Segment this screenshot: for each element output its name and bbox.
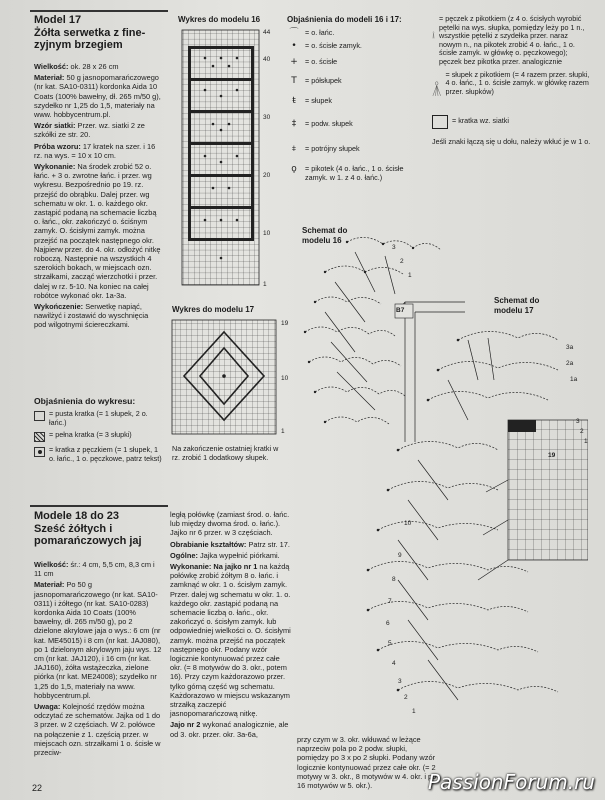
round-label: 10	[404, 520, 412, 527]
wykres17-note: Na zakończenie ostatniej kratki w rz. zrobić 1 dodatkowy słupek.	[172, 444, 279, 463]
wykres17-grid	[170, 318, 280, 438]
half-double-icon: T	[291, 75, 297, 86]
cluster-picot-icon	[432, 15, 435, 55]
legend-item	[287, 145, 427, 154]
legend-item	[287, 29, 427, 38]
round-label: 3a	[566, 344, 574, 351]
wykres16-grid	[178, 28, 278, 290]
round-label: 7	[388, 598, 392, 605]
legend-item	[34, 410, 164, 427]
wykres17-title: Wykres do modelu 17	[172, 305, 255, 314]
round-label: 4	[392, 660, 396, 667]
round-label: 5	[388, 640, 392, 647]
row-number: 10	[263, 230, 271, 237]
general-value: Jajka wypełnić piórkami.	[199, 550, 280, 560]
model17-body	[34, 62, 162, 332]
model18-title: Sześć żółtych i pomarańczowych jaj	[34, 523, 142, 547]
cluster-box-icon	[34, 447, 45, 457]
legend-right-note: Jeśli znaki łączą się u dołu, należy wkłuć je w 1 o.	[432, 136, 591, 146]
legend-left	[34, 396, 164, 467]
egg1-label: Na jajko nr 1	[213, 562, 258, 572]
round-label: 2a	[566, 360, 574, 367]
round-label: B7	[396, 307, 405, 314]
schemat17-title: Schemat do modelu 17	[494, 296, 540, 315]
round-label: 1	[412, 708, 416, 715]
model17-heading: Model 17	[34, 14, 82, 26]
round-label: 2	[580, 428, 584, 435]
schemat17-diagram	[358, 320, 588, 730]
col3-bottom-text: przy czym w 3. okr. wkłuwać w leżące naprzeciw pola po 2 podw. słupki, pomiędzy po 3 x po 2 słupki. Podany wzór logicznie kontynuować przez całe okr. (= 2 motywy w 3. okr., 8 motywów w 4. okr. i po 16 motywów w 5. okr.).	[297, 735, 437, 791]
shape-label: Obrabianie kształtów:	[170, 539, 247, 549]
legend-text: = pęczek z pikotkiem (z 4 o. ścisłych wyrobić pętelki na wys. słupka, pomiędzy leży po 1 n., wszystkie pętelki z szydełka przer. naraz nowym n., na pikotek zrobić 4 o. łańc., 1 o. ścisłe zamyk. w główkę o. pęczkowego); pęczek bez pikotka przer. analogicznie	[439, 14, 585, 66]
finish-label: Wykończenie:	[34, 302, 84, 312]
work-label: Wykonanie:	[34, 162, 76, 172]
round-label: 2	[404, 694, 408, 701]
legend-text: = podw. słupek	[305, 118, 353, 128]
gauge-label: Próba wzoru:	[34, 141, 81, 151]
chain-stitch-icon: ⌒	[289, 28, 299, 38]
work-label: Wykonanie:	[170, 562, 212, 572]
row-number: 44	[263, 29, 271, 36]
round-label: 2	[400, 258, 404, 265]
round-label: 19	[548, 452, 556, 459]
legend-item	[34, 431, 164, 442]
slip-stitch-icon: •	[291, 40, 297, 51]
legend-text: = słupek	[305, 96, 332, 106]
legend-text: = o. ścisłe	[305, 57, 338, 67]
row-number: 20	[263, 172, 271, 179]
note-value: Kolejność rzędów można odczytać ze schematów. Jajka od 1 do 3 przer. w 2 częściach. W 2. połówce na połączenie z 1. częścią przer. w miejscach ozn. strzałkami 1 o. ścisłe w przeciw-	[34, 702, 161, 758]
legend-mid	[287, 15, 427, 186]
work-value: Na środek zrobić 52 o. łańc. + 3 o. zwrotne łańc. i przer. wg wykresu. Bezpośrednio po 19. rz. przejść do obrąbku. Dalej przer. wg schematu w okr. 1. o. każdego okr. zastąpić podaną na schemacie liczbą o. łańc., okr. zakończyć o. ściśnym zamyk. O. ścisłymi zamyk. można przejść na początek następnego okr. Najpierw przer. do 4. okr. odłożyć nitkę roboczą. Następnie na wszystkich 4 szerokich bokach, w miejscach ozn. strzałkami, zacząć wierzchotki i przer. dalej w rz. 5-10. Na koniec na całej robótce wykonać okr. 1a-3a.	[34, 162, 161, 300]
legend-left-title: Objaśnienia do wykresu:	[34, 396, 136, 406]
note-label: Uwaga:	[34, 702, 61, 712]
egg2-value: wykonać analogicznie, ale od 3. okr. przer. okr. 3a-6a,	[170, 720, 289, 739]
legend-text: = o. łańc.	[305, 28, 335, 37]
pattern-value: Przer. wz. siatki 2 ze szkółki ze str. 20.	[34, 121, 145, 140]
round-label: 1	[584, 438, 588, 445]
legend-text: = pikotek (4 o. łańc., 1 o. ścisłe zamyk. w 1. z 4 o. łańc.)	[305, 164, 404, 182]
size-value: śr.: 4 cm, 5,5 cm, 8,3 cm i 11 cm	[34, 560, 155, 579]
watermark: PassionForum.ru	[427, 770, 595, 794]
legend-item	[287, 97, 427, 106]
legend-mid-title: Objaśnienia do modeli 16 i 17:	[287, 15, 402, 24]
schemat16-title: Schemat do modelu 16	[302, 226, 348, 245]
legend-item	[287, 165, 427, 182]
legend-item	[34, 446, 164, 463]
round-label: 1	[408, 272, 412, 279]
empty-box-icon	[34, 411, 45, 421]
row-number: 10	[281, 375, 289, 382]
row-number: 1	[263, 281, 267, 288]
filled-box-icon	[34, 432, 45, 442]
grid-box-icon	[432, 115, 448, 129]
work-value: na każdą połówkę zrobić żółtym 8 o. łańc. i zamknąć w okr. 1 o. ścisłym zamyk. Przer. dalej wg schematu w okr. 1. o. każdego okr. zastąpić podaną na schemacie liczbą o. łańc., okr. zakończyć o. ścisłym zamyk. lub odpowiedniej wielkości o. O. ścisłymi zamyk. można przejść na początek następnego okr. Podany wzór logicznie kontynuować przez całe okr. (= 8 motywów do 3. okr., potem 16). Przy czym każdorazowo przer. tylko górną część wg schematu. Każdorazowo w miejscu wskazanym strzałką zaczepić jasnopomarańczową nitkę.	[170, 562, 291, 719]
row-number: 40	[263, 56, 271, 63]
section-rule	[30, 505, 168, 507]
round-label: 1a	[570, 376, 578, 383]
round-label: 6	[386, 620, 390, 627]
material-label: Materiał:	[34, 580, 65, 590]
legend-text: = kratka wz. siatki	[452, 116, 509, 126]
legend-right	[432, 15, 592, 146]
legend-item	[287, 77, 427, 86]
finish-value: Serwetkę napiąć, nawilżyć i zostawić do wyschnięcia pod wilgotnymi ściereczkami.	[34, 302, 149, 330]
round-label: 9	[398, 552, 402, 559]
page-number: 22	[32, 783, 43, 793]
legend-item	[432, 115, 592, 129]
triple-treble-icon: ⧧	[291, 143, 297, 154]
legend-text: = słupek z pikotkiem (= 4 razem przer. słupki, 4 o. łańc., 1 o. ścisłe zamyk. w główkę razem przer. słupków)	[445, 69, 590, 96]
pattern-label: Wzór siatki:	[34, 121, 76, 131]
legend-item	[287, 120, 427, 129]
row-number: 19	[281, 320, 289, 327]
model18-heading: Modele 18 do 23	[34, 510, 119, 522]
egg2-label: Jajo nr 2	[170, 720, 201, 730]
gauge-value: 17 kratek na szer. i 16 rz. na wys. = 10 x 10 cm.	[34, 141, 156, 160]
shape-value: Patrz str. 17.	[248, 539, 290, 549]
round-label: 3	[398, 678, 402, 685]
material-value: 50 g jasnopomarańczowego (nr kat. SA10-0311) kordonka Aida 10 Coats (100% bawełny, dł. 265 m/50 g), szydełko nr 1,25 do 1,5, materiały na www. hobbycentrum.pl.	[34, 73, 161, 120]
legend-item	[287, 42, 427, 51]
model17-title: Żółta serwetka z fine-zyjnym brzegiem	[34, 27, 146, 51]
col2-text1: ległą połówkę (zamiast środ. o. łańc. lub między dwoma środ. o. łańc.). Jajko nr 6 przer. w 3 częściach.	[170, 510, 290, 538]
row-number: 30	[263, 114, 271, 121]
legend-item	[432, 15, 592, 67]
round-label: 3	[392, 244, 396, 251]
round-label: 3	[576, 418, 580, 425]
treble-picot-icon	[432, 71, 442, 107]
general-label: Ogólne:	[170, 550, 198, 560]
picot-icon: ϙ	[291, 164, 297, 175]
legend-text: = pusta kratka (= 1 słupek, 2 o. łańc.)	[49, 409, 148, 427]
round-label: 8	[392, 576, 396, 583]
size-label: Wielkość:	[34, 62, 69, 71]
legend-text: = półsłupek	[305, 75, 342, 85]
legend-text: = o. ścisłe zamyk.	[305, 40, 362, 50]
row-number: 1	[281, 428, 285, 435]
double-crochet-icon: ŧ	[292, 96, 296, 107]
legend-item	[432, 71, 592, 107]
legend-item	[287, 58, 427, 67]
wykres16-title: Wykres do modelu 16	[178, 15, 261, 24]
legend-text: = pełna kratka (= 3 słupki)	[49, 430, 132, 440]
single-crochet-icon: +	[290, 57, 298, 68]
treble-icon: ‡	[291, 118, 297, 129]
section-rule	[30, 10, 168, 12]
model18-body	[34, 560, 162, 759]
legend-text: = kratka z pęczkiem (= 1 słupek, 1 o. łańc., 1 o. pęczkowe, patrz tekst)	[49, 445, 162, 463]
size-label: Wielkość:	[34, 560, 69, 569]
col2-bottom-text	[170, 510, 292, 741]
legend-text: = potrójny słupek	[305, 143, 360, 153]
material-value: Po 50 g jasnopomarańczowego (nr kat. SA10-0311) i żółtego (nr kat. SA10-0283) kordonka Aida 10 Coats (100% bawełny, dł. 265 m/50 g), po 2 dzielone akrylowe jaja o wys.: 6 cm (nr kat. ME45015) i 8 cm (nr kat. JAJ080), po 1 dzielonym akrylowym jaju wys. 12 cm (nr kat. JAJ120), i 16 cm (nr kat. JAJ160), żółta wstążeczka, zielone piórka (nr kat. ME24008); szydełko nr 1,25 do 1,5, materiały na www. hobbycentrum.pl.	[34, 580, 162, 700]
material-label: Materiał:	[34, 73, 65, 83]
size-value: ok. 28 x 26 cm	[70, 62, 119, 71]
